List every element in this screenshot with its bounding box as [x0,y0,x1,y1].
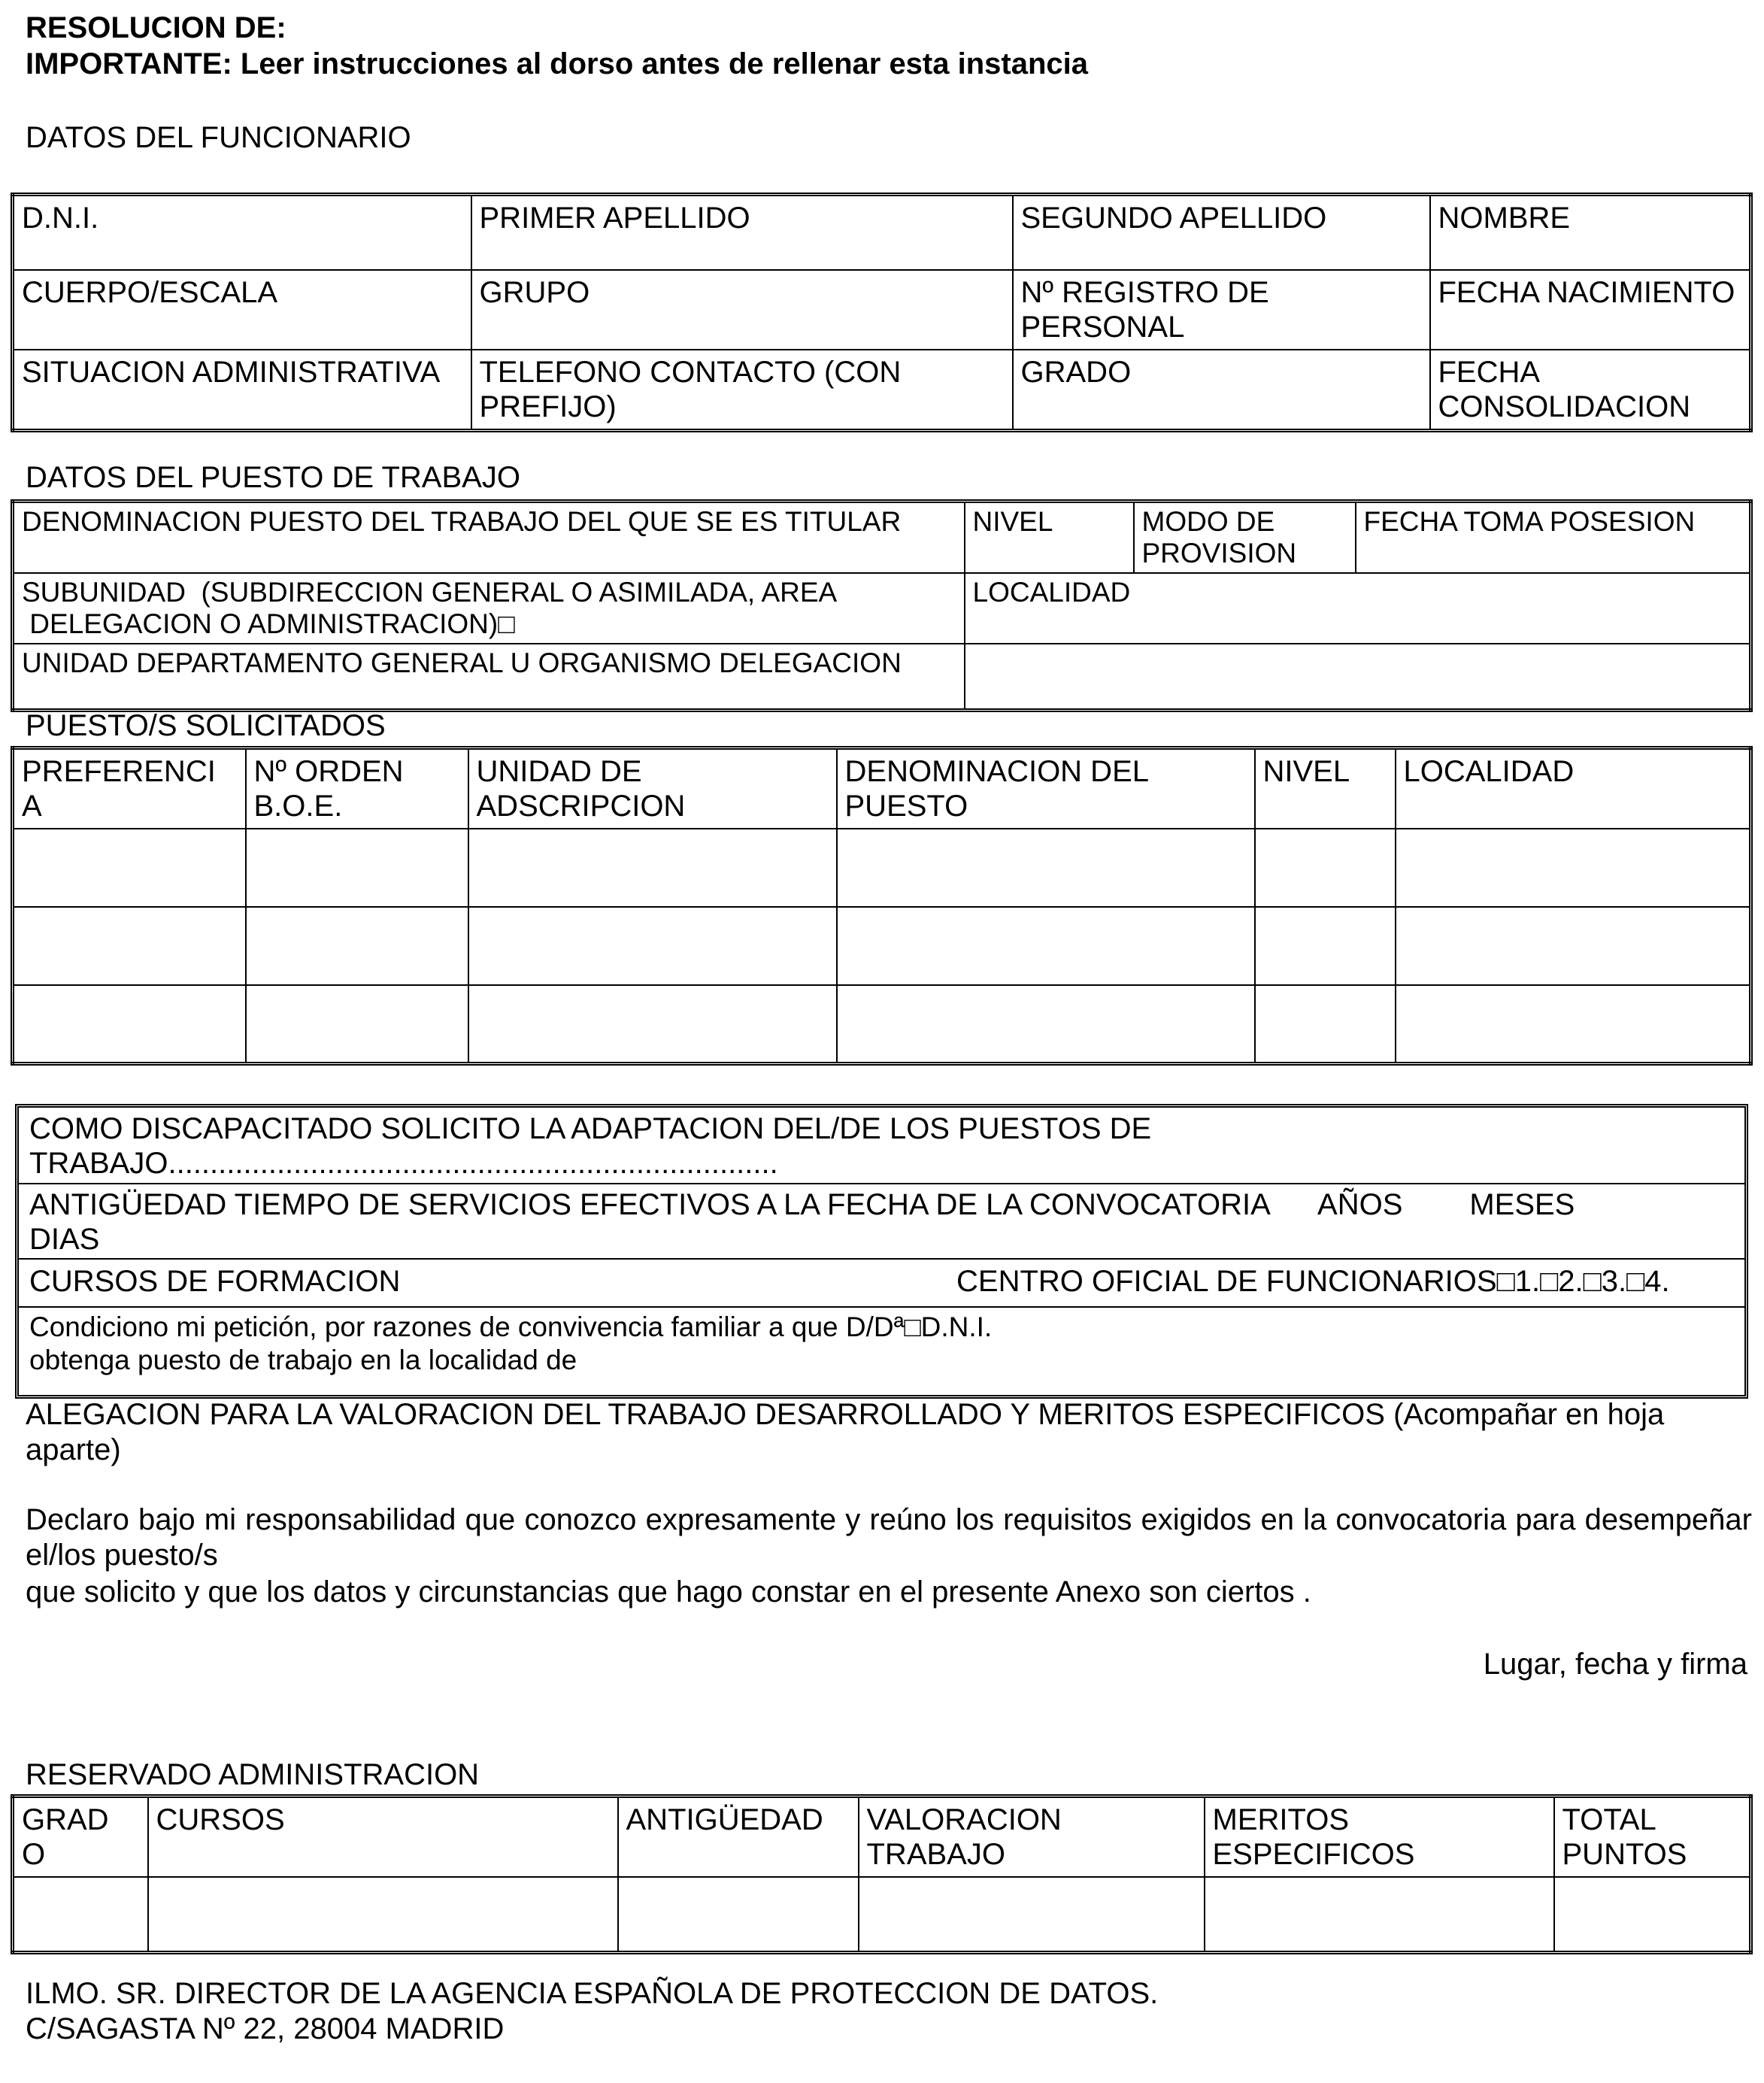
cell-input[interactable] [1396,829,1751,907]
resolucion-heading: RESOLUCION DE: [26,11,286,44]
cell-input[interactable] [1255,829,1396,907]
field-grado[interactable]: GRADO [1013,350,1430,431]
header-meritos-especificos: MERITOS ESPECIFICOS [1205,1796,1554,1878]
field-telefono-contacto[interactable]: TELEFONO CONTACTO (CON PREFIJO) [471,350,1013,431]
cell-input[interactable] [13,829,246,907]
header-unidad-adscripcion: UNIDAD DE ADSCRIPCION [468,748,837,829]
cell-input[interactable] [13,985,246,1063]
reservado-table [11,1794,1753,1954]
header-valoracion-trabajo: VALORACION TRABAJO [859,1796,1205,1878]
field-localidad[interactable]: LOCALIDAD [965,573,1751,644]
cursos-label: CURSOS DE FORMACION [29,1265,401,1298]
cell-input[interactable] [837,829,1255,907]
field-situacion-administrativa[interactable]: SITUACION ADMINISTRATIVA [13,350,471,431]
field-fecha-consolidacion[interactable]: FECHA CONSOLIDACION [1430,350,1751,431]
field-primer-apellido[interactable]: PRIMER APELLIDO [471,195,1013,270]
cell-input[interactable] [1396,985,1751,1063]
field-antiguedad[interactable]: ANTIGÜEDAD TIEMPO DE SERVICIOS EFECTIVOS A LA FECHA DE LA CONVOCATORIA AÑOS MESES DIAS [19,1184,1744,1260]
table-row [13,985,1751,1063]
lugar-fecha-firma: Lugar, fecha y firma [1483,1648,1747,1681]
cell-input[interactable] [468,985,837,1063]
cell-input[interactable] [468,829,837,907]
footer-address: C/SAGASTA Nº 22, 28004 MADRID [26,2012,505,2045]
centro-oficial-label: CENTRO OFICIAL DE FUNCIONARIOS□1.□2.□3.□4. [956,1265,1670,1298]
cell-input[interactable] [859,1877,1205,1952]
header-cursos: CURSOS [148,1796,618,1878]
cell-input[interactable] [246,985,468,1063]
funcionario-table [11,193,1753,432]
cell-input[interactable] [13,1877,148,1952]
field-grupo[interactable]: GRUPO [471,270,1013,350]
cell-input[interactable] [246,829,468,907]
field-fecha-nacimiento[interactable]: FECHA NACIMIENTO [1430,270,1751,350]
section-title-reservado: RESERVADO ADMINISTRACION [26,1758,480,1791]
header-preferencia: PREFERENCI A [13,748,246,829]
field-discapacitado[interactable]: COMO DISCAPACITADO SOLICITO LA ADAPTACION DEL/DE LOS PUESTOS DE TRABAJO......................................................................... [19,1108,1744,1184]
header-antiguedad: ANTIGÜEDAD [618,1796,859,1878]
importante-note: IMPORTANTE: Leer instrucciones al dorso antes de rellenar esta instancia [26,47,1089,80]
field-nombre[interactable]: NOMBRE [1430,195,1751,270]
section-title-funcionario: DATOS DEL FUNCIONARIO [26,121,411,154]
field-cursos-formacion[interactable] [19,1260,1744,1308]
section-title-puesto: DATOS DEL PUESTO DE TRABAJO [26,461,520,494]
declaro-text-2: que solicito y que los datos y circunstancias que hago constar en el presente Anexo son ciertos . [26,1575,1311,1608]
field-dni[interactable]: D.N.I. [13,195,471,270]
cell-input[interactable] [246,907,468,985]
field-denominacion-puesto[interactable]: DENOMINACION PUESTO DEL TRABAJO DEL QUE SE ES TITULAR [13,502,965,574]
header-grado: GRAD O [13,1796,148,1878]
cell-input[interactable] [148,1877,618,1952]
cell-input[interactable] [837,907,1255,985]
cell-input[interactable] [13,907,246,985]
cell-input[interactable] [1396,907,1751,985]
header-nivel: NIVEL [1255,748,1396,829]
field-unidad-departamento-value[interactable] [965,644,1751,710]
field-unidad-departamento[interactable]: UNIDAD DEPARTAMENTO GENERAL U ORGANISMO DELEGACION [13,644,965,710]
header-denominacion-puesto: DENOMINACION DEL PUESTO [837,748,1255,829]
header-total-puntos: TOTAL PUNTOS [1554,1796,1751,1878]
cell-input[interactable] [468,907,837,985]
declaro-text: Declaro bajo mi responsabilidad que conozco expresamente y reúno los requisitos exigidos en la convocatoria para desempeñar el/los puesto/s [26,1503,1761,1572]
field-condiciono[interactable]: Condiciono mi petición, por razones de convivencia familiar a que D/Dª□D.N.I. obtenga puesto de trabajo en la localidad de [29,1311,993,1375]
cell-input[interactable] [1554,1877,1751,1952]
field-nivel[interactable]: NIVEL [965,502,1134,574]
header-localidad: LOCALIDAD [1396,748,1751,829]
field-registro-personal[interactable]: Nº REGISTRO DE PERSONAL [1013,270,1430,350]
cell-input[interactable] [1255,907,1396,985]
cell-input[interactable] [837,985,1255,1063]
puesto-table [11,499,1753,712]
cell-input[interactable] [1255,985,1396,1063]
cell-input[interactable] [1205,1877,1554,1952]
field-modo-provision[interactable]: MODO DE PROVISION [1134,502,1356,574]
footer-addressee: ILMO. SR. DIRECTOR DE LA AGENCIA ESPAÑOLA DE PROTECCION DE DATOS. [26,1977,1159,2010]
table-row [13,907,1751,985]
table-row [13,1877,1751,1952]
solicitud-details-box [15,1104,1748,1399]
table-row [13,829,1751,907]
header-orden-boe: Nº ORDEN B.O.E. [246,748,468,829]
alegacion-text: ALEGACION PARA LA VALORACION DEL TRABAJO DESARROLLADO Y MERITOS ESPECIFICOS (Acompañar en hoja aparte) [26,1398,1673,1466]
field-cuerpo-escala[interactable]: CUERPO/ESCALA [13,270,471,350]
field-fecha-toma-posesion[interactable]: FECHA TOMA POSESION [1356,502,1751,574]
section-title-solicitados: PUESTO/S SOLICITADOS [26,709,386,742]
solicitados-table [11,746,1753,1066]
cell-input[interactable] [618,1877,859,1952]
field-segundo-apellido[interactable]: SEGUNDO APELLIDO [1013,195,1430,270]
field-subunidad[interactable]: SUBUNIDAD (SUBDIRECCION GENERAL O ASIMILADA, AREA DELEGACION O ADMINISTRACION)□ [13,573,965,644]
